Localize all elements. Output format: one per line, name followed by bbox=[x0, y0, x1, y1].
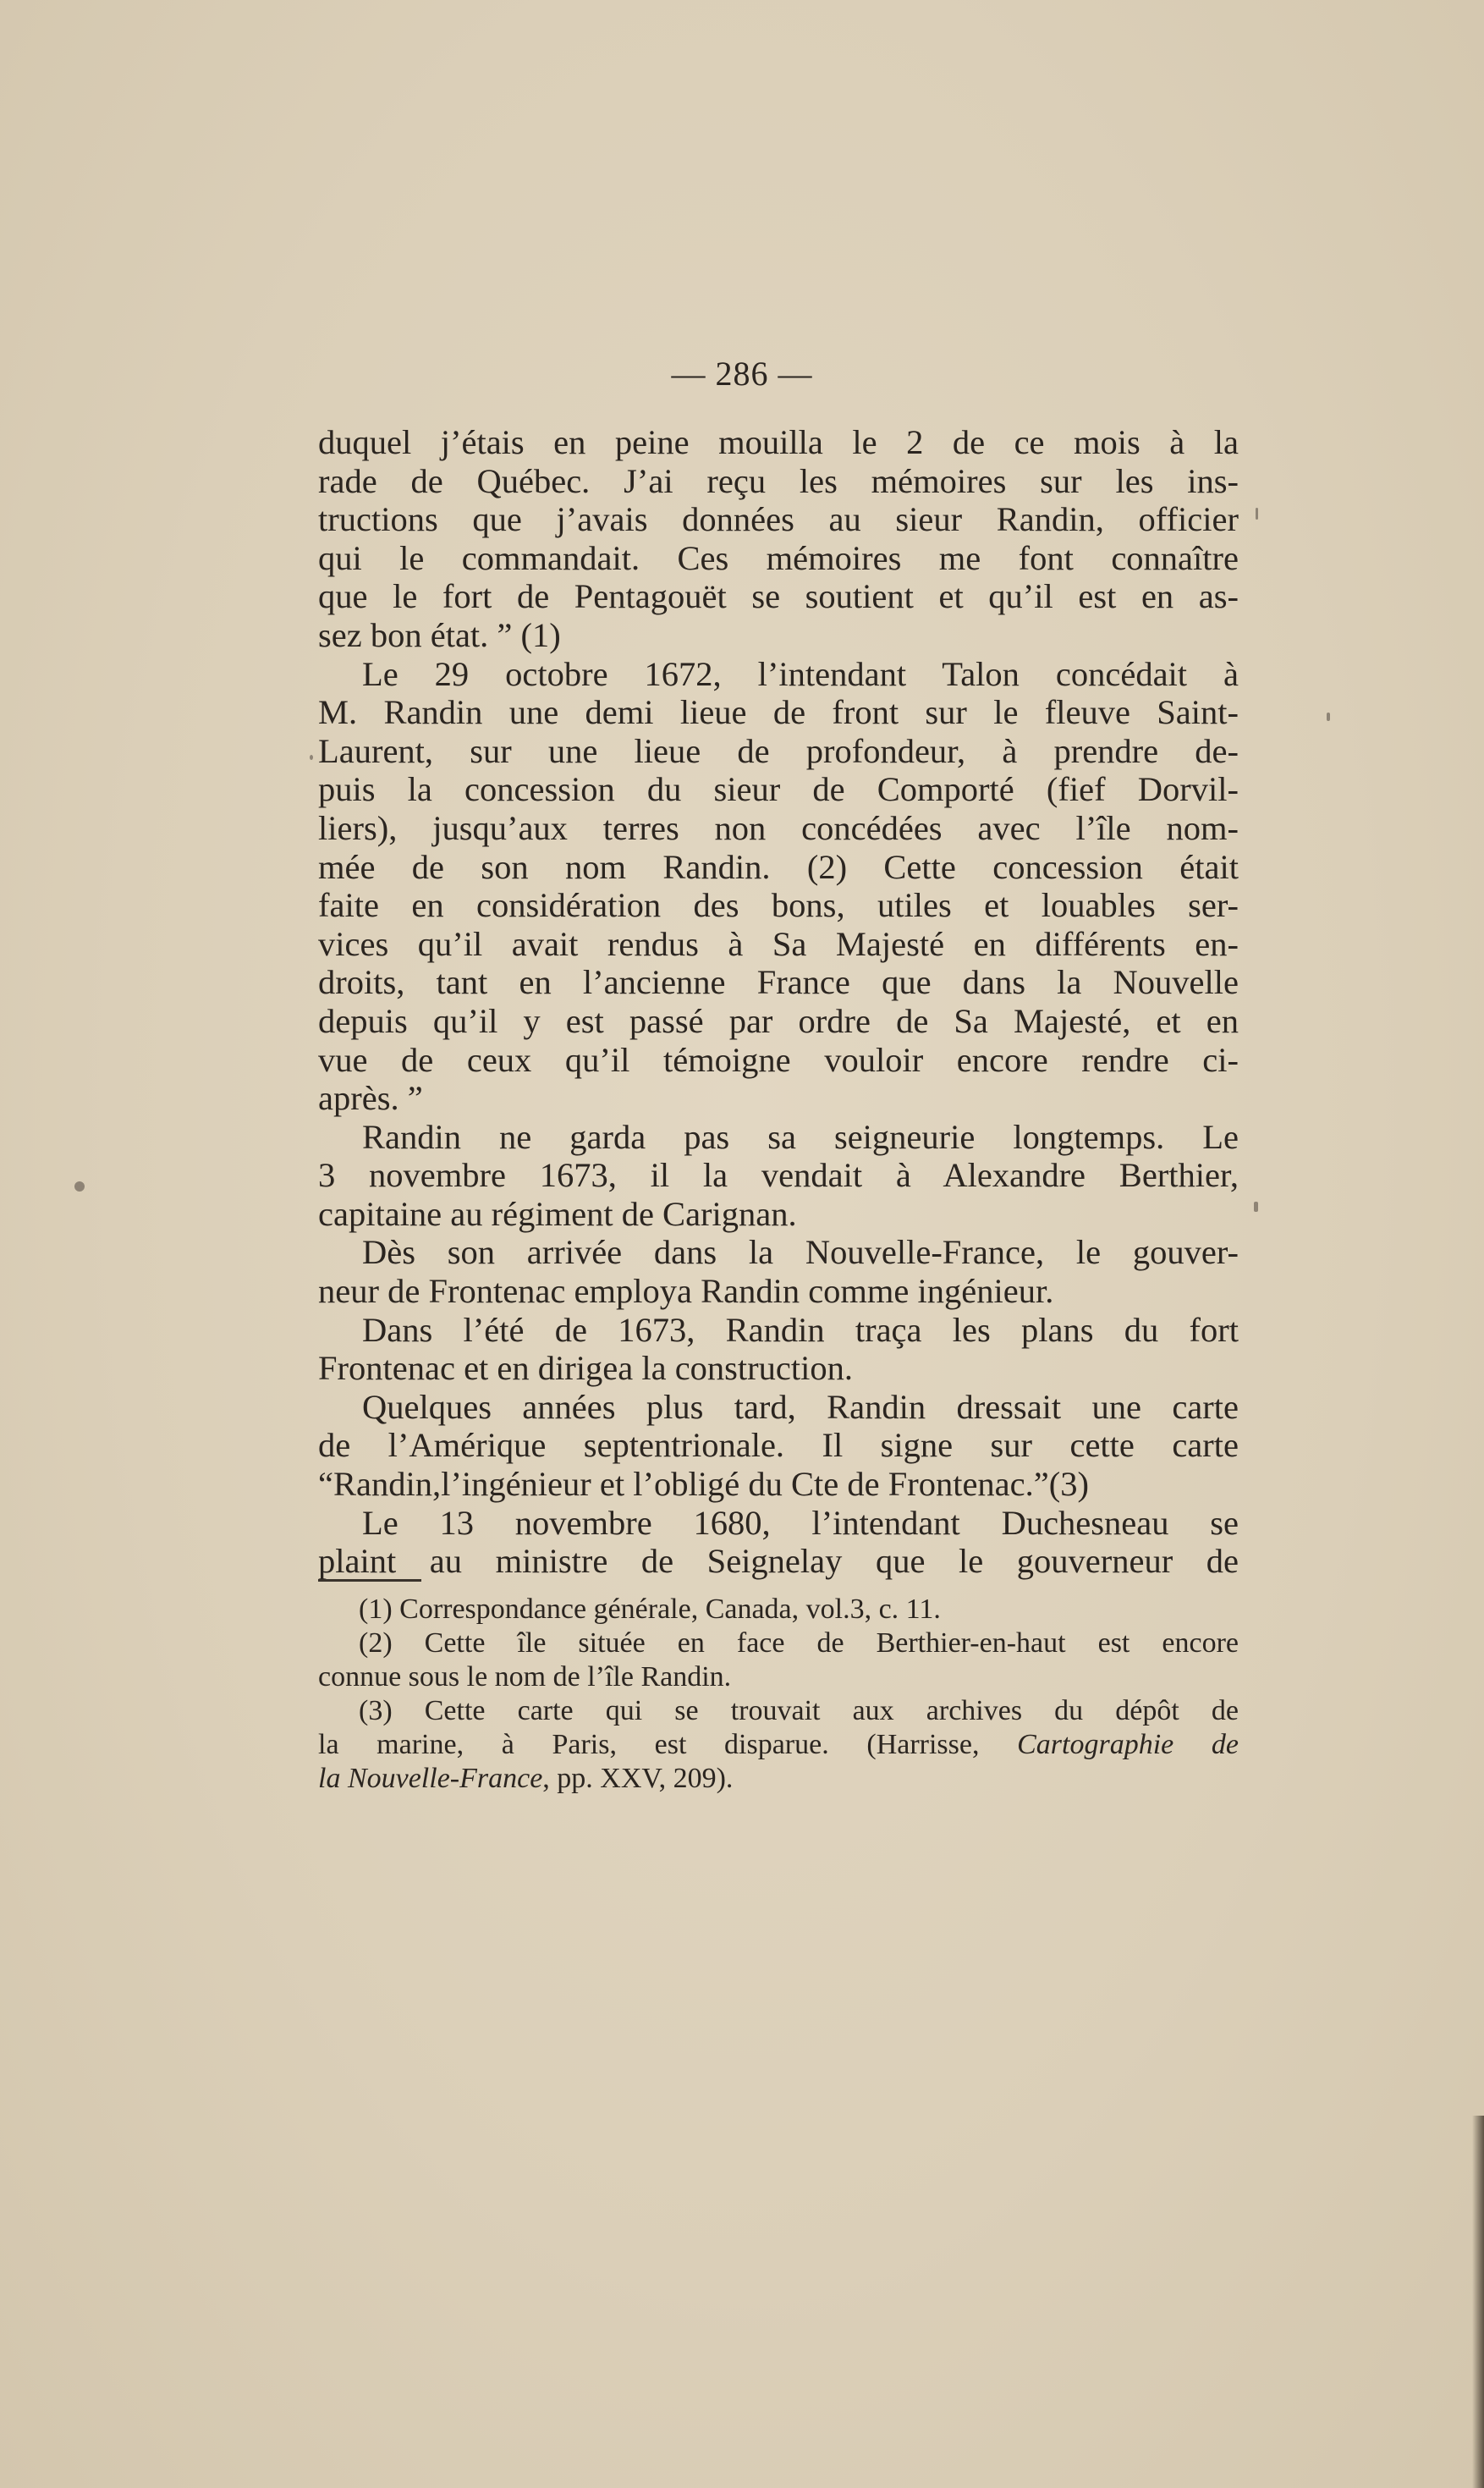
footnote-text: (3) Cette carte qui se trouvait aux archives du dépôt de bbox=[359, 1695, 1239, 1726]
text-line: après. ” bbox=[318, 1079, 423, 1118]
text-line: capitaine au régiment de Carignan. bbox=[318, 1194, 797, 1233]
footnote-text: la marine, à Paris, est disparue. (Harrisse, bbox=[318, 1729, 1018, 1760]
text-line: vices qu’il avait rendus à Sa Majesté en différents en- bbox=[318, 924, 1239, 963]
footnote-text: (2) Cette île située en face de Berthier-en-haut est encore bbox=[359, 1627, 1239, 1659]
text-line: droits, tant en l’ancienne France que dans la Nouvelle bbox=[318, 963, 1239, 1002]
text-line: Frontenac et en dirigea la construction. bbox=[318, 1349, 854, 1388]
body-text bbox=[318, 423, 1239, 1581]
paper-speck bbox=[1256, 508, 1258, 520]
text-line: “Randin,l’ingénieur et l’obligé du Cte de Frontenac.”(3) bbox=[318, 1465, 1089, 1504]
text-line: que le fort de Pentagouët se soutient et qu’il est en as- bbox=[318, 577, 1239, 616]
footnote-separator bbox=[318, 1579, 421, 1582]
text-line: vue de ceux qu’il témoigne vouloir encore rendre ci- bbox=[318, 1040, 1239, 1079]
text-line: tructions que j’avais données au sieur Randin, officier bbox=[318, 500, 1239, 539]
text-line: Quelques années plus tard, Randin dressait une carte bbox=[362, 1387, 1239, 1426]
text-line: qui le commandait. Ces mémoires me font connaître bbox=[318, 538, 1239, 577]
footnote-italic-text: Cartographie de bbox=[1017, 1729, 1239, 1760]
footnotes bbox=[318, 1593, 1239, 1796]
text-line: Dès son arrivée dans la Nouvelle-France, le gouver- bbox=[362, 1233, 1239, 1272]
footnote-line bbox=[318, 1627, 1239, 1660]
text-line: liers), jusqu’aux terres non concédées avec l’île nom- bbox=[318, 808, 1239, 847]
paper-speck bbox=[1254, 1202, 1258, 1212]
footnote-line bbox=[318, 1694, 1239, 1728]
text-line: faite en considération des bons, utiles et louables ser- bbox=[318, 886, 1239, 925]
footnote-text: , pp. XXV, 209). bbox=[542, 1763, 734, 1794]
text-line: mée de son nom Randin. (2) Cette concession était bbox=[318, 847, 1239, 886]
footnote-text: (1) Correspondance générale, Canada, vol.3, c. 11. bbox=[359, 1594, 941, 1625]
text-line: rade de Québec. J’ai reçu les mémoires sur les ins- bbox=[318, 461, 1239, 500]
text-line: neur de Frontenac employa Randin comme ingénieur. bbox=[318, 1272, 1054, 1311]
paper-speck bbox=[310, 755, 313, 760]
text-line: Laurent, sur une lieue de profondeur, à prendre de- bbox=[318, 731, 1239, 770]
footnote-line bbox=[318, 1593, 1239, 1627]
text-line: plaint au ministre de Seignelay que le gouverneur de bbox=[318, 1542, 1239, 1581]
paper-speck bbox=[1327, 713, 1330, 721]
paper-speck bbox=[74, 1181, 85, 1192]
footnote-line bbox=[318, 1660, 1239, 1694]
text-line: 3 novembre 1673, il la vendait à Alexandre Berthier, bbox=[318, 1156, 1239, 1195]
text-line: depuis qu’il y est passé par ordre de Sa Majesté, et en bbox=[318, 1001, 1239, 1040]
text-line: duquel j’étais en peine mouilla le 2 de ce mois à la bbox=[318, 423, 1239, 461]
footnote-text: connue sous le nom de l’île Randin. bbox=[318, 1661, 732, 1693]
text-line: Le 13 novembre 1680, l’intendant Duchesneau se bbox=[362, 1503, 1239, 1542]
text-line: puis la concession du sieur de Comporté (fief Dorvil- bbox=[318, 770, 1239, 809]
footnote-italic-text: la Nouvelle-France bbox=[318, 1763, 543, 1794]
text-line: M. Randin une demi lieue de front sur le fleuve Saint- bbox=[318, 693, 1239, 732]
text-line: sez bon état. ” (1) bbox=[318, 615, 561, 654]
text-line: de l’Amérique septentrionale. Il signe sur cette carte bbox=[318, 1426, 1239, 1465]
page-edge-shadow bbox=[1472, 2116, 1484, 2488]
text-line: Dans l’été de 1673, Randin traça les plans du fort bbox=[362, 1310, 1239, 1349]
footnote-line bbox=[318, 1762, 1239, 1796]
page-number: — 286 — bbox=[671, 355, 813, 393]
footnote-line bbox=[318, 1728, 1239, 1762]
text-line: Le 29 octobre 1672, l’intendant Talon concédait à bbox=[362, 654, 1239, 693]
text-line: Randin ne garda pas sa seigneurie longtemps. Le bbox=[362, 1117, 1239, 1156]
